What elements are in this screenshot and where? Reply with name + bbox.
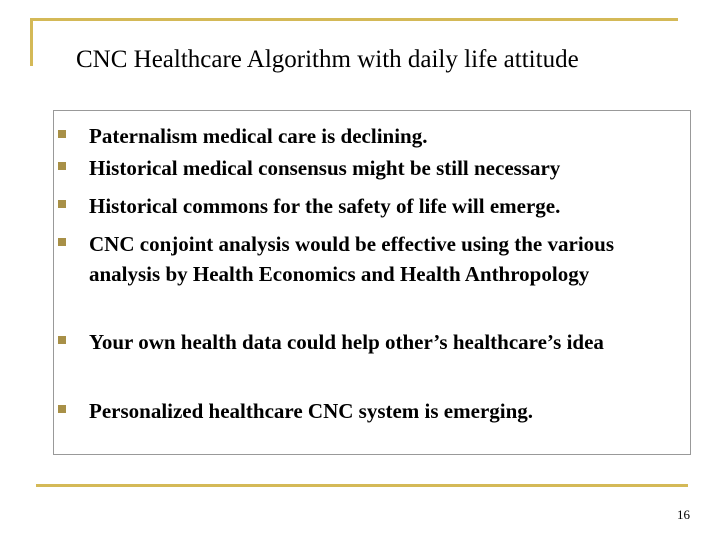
left-accent-line: [30, 18, 33, 66]
square-bullet-icon: [58, 336, 66, 344]
square-bullet-icon: [58, 162, 66, 170]
bullet-text-3: Historical commons for the safety of life will emerge.: [89, 194, 561, 218]
slide-title: CNC Healthcare Algorithm with daily life attitude: [76, 46, 579, 73]
top-accent-line: [30, 18, 678, 21]
square-bullet-icon: [58, 238, 66, 246]
square-bullet-icon: [58, 130, 66, 138]
footer-accent-line: [36, 484, 688, 487]
bullet-text-4: CNC conjoint analysis would be effective using the various analysis by Health Economics and Health Anthropology: [89, 232, 615, 286]
bullet-box: [53, 110, 691, 455]
page-number: 16: [677, 507, 690, 522]
bullet-text-1: Paternalism medical care is declining.: [89, 124, 428, 148]
bullet-text-6: Personalized healthcare CNC system is emerging.: [89, 399, 534, 423]
bullet-text-2: Historical medical consensus might be still necessary: [89, 156, 561, 180]
square-bullet-icon: [58, 405, 66, 413]
square-bullet-icon: [58, 200, 66, 208]
bullet-text-5: Your own health data could help other’s healthcare’s idea: [89, 330, 604, 354]
